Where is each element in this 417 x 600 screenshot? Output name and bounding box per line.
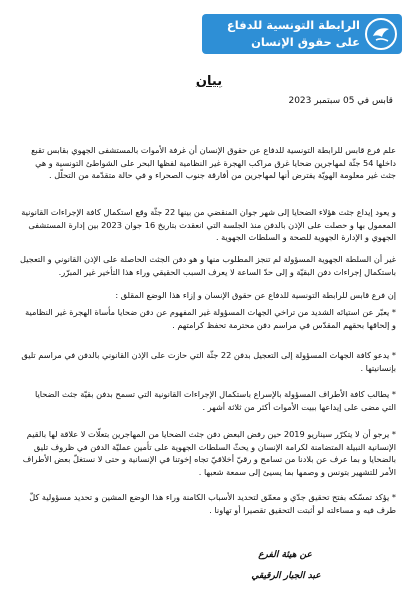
- demand-item: * يؤكد تمسّكه بفتح تحقيق جدّي و معمّق لتحديد الأسباب الكامنة وراء هذا الوضع المشين و تحديد مسؤولية كلّ طرف فيه و مساءلته لو أثبتت التحقيق تقصيرا أو تهاونا .: [29, 492, 396, 515]
- logo-text-line2: على حقوق الإنسان: [251, 35, 360, 49]
- organization-logo: [202, 14, 402, 54]
- demand-item: * يعبّر عن استيائه الشديد من تراخي الجهات المسؤولة غير المفهوم عن دفن ضحايا مأساة الهجرة غير النظامية و إلحاقها بحقهم المقدّس في مراسم دفن محترمة تحفظ كرامتهم .: [25, 307, 396, 330]
- signature-name: عبد الجبار الرقيقي: [251, 571, 321, 581]
- document-date: قابس في 05 سبتمبر 2023: [288, 96, 393, 106]
- demand-item: * يرجو أن لا يتكرّر سيناريو 2019 حين رفض البعض دفن جثث الضحايا من المهاجرين بتعلّات لا علاقة لها بالقيم الإنسانية النبيلة المتضامنة لكرامة الإنسان و يحثّ السلطات الجهوية على تأمين عمليّة الدفن في ظروف تليق بالضحايا و بما عرف عن بلادنا من تسامح و رقيّ أخلاقيّ تجاه إخوتنا في الإنسانية و حتى لا نستغلّ بعض الأطراف الأمر للتشهير بتونس و وصمها بما يسيئ إلى سمعة شعبها .: [22, 429, 396, 477]
- dove-emblem-icon: [364, 17, 398, 51]
- signature-organization: عن هيئة الفرع: [258, 550, 312, 560]
- paragraph-4: إن فرع قابس للرابطة التونسية للدفاع عن حقوق الإنسان و إزاء هذا الوضع المقلق :: [115, 290, 396, 300]
- paragraph-2: و يعود إيداع جثث هؤلاء الضحايا إلى شهر جوان المنقضي من بينها 22 جثّة وقع استكمال كافة الإجراءات القانونية المعمول بها و حصلت على الإذن بالدفن منذ الجلسة التي انعقدت بتاريخ 16 جوان 2023 بين إدارة المستشفى الجهوي و الإدارة الجهوية للصحة و السلطات الجهوية .: [21, 207, 396, 242]
- demand-item: * يطالب كافة الأطراف المسؤولة بالإسراع باستكمال الإجراءات القانونية التي تسمح بدفن بقيّة جثث الضحايا التي مضى على إيداعها ببيت الأموات أكثر من ثلاثة أشهر .: [35, 389, 396, 412]
- demand-item: * يدعو كافة الجهات المسؤولة إلى التعجيل بدفن 22 جثّة التي حازت على الإذن القانوني بالدفن في مراسم تليق بإنسانيتها .: [21, 350, 396, 373]
- logo-text-line1: الرابطة التونسية للدفاع: [226, 18, 360, 32]
- paragraph-1: علم فرع قابس للرابطة التونسية للدفاع عن حقوق الإنسان أن غرفة الأموات بالمستشفى الجهوي بقابس تقبع داخلها 54 جثّة لمهاجرين ضحايا غرق مراكب الهجرة غير النظامية لفظها البحر على الشواطئ التونسية و هي جثث غير معلومة الهويّة يفترض أنها لمهاجرين من أفارقة جنوب الصحراء و في حالة متقدّمة من التحلّل .: [31, 145, 396, 180]
- document-title: بيان: [195, 74, 223, 89]
- paragraph-3: غير أن السلطة الجهوية المسؤولة لم تنجز المطلوب منها و هو دفن الجثث الحاصلة على الإذن القانوني و التعجيل باستكمال إجراءات دفن البقيّة و إلى حدّ الساعة لا يعرف السبب الحقيقي وراء هذا التأخير غير المبرّر.: [20, 254, 396, 277]
